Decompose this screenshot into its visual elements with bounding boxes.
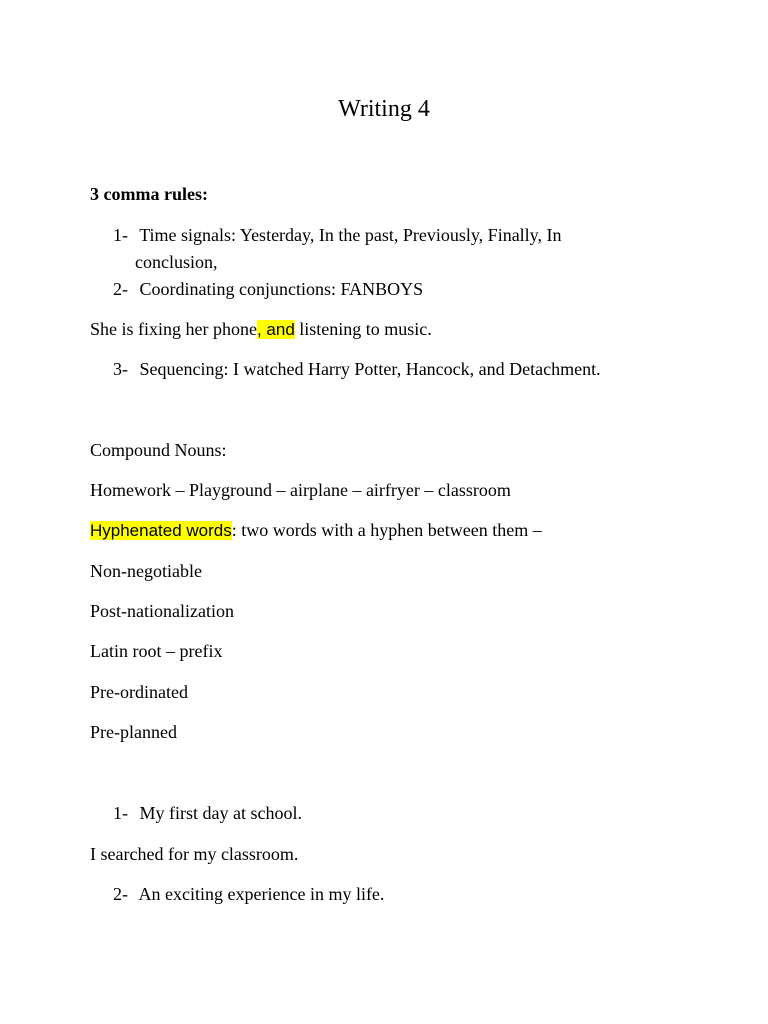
example-sentence bbox=[90, 318, 432, 341]
topic-2 bbox=[113, 883, 384, 905]
comma-rule-2 bbox=[113, 278, 423, 300]
hyphenated-word: Latin root – prefix bbox=[90, 641, 223, 661]
list-text: Coordinating conjunctions: FANBOYS bbox=[139, 279, 424, 299]
example-before: She is fixing her phone bbox=[90, 319, 257, 339]
comma-rules-heading: 3 comma rules: bbox=[90, 184, 208, 204]
topic-1 bbox=[113, 802, 302, 824]
list-text: An exciting experience in my life. bbox=[138, 884, 385, 904]
list-number: 2- bbox=[113, 279, 128, 299]
compound-nouns-examples: Homework – Playground – airplane – airfryer – classroom bbox=[90, 480, 511, 500]
hyphenated-definition bbox=[90, 519, 542, 542]
comma-rule-3 bbox=[113, 358, 601, 380]
topic-sentence: I searched for my classroom. bbox=[90, 844, 299, 864]
comma-rule-1 bbox=[113, 224, 562, 246]
list-text: Sequencing: I watched Harry Potter, Hancock, and Detachment. bbox=[139, 359, 601, 379]
hyphenated-word: Post-nationalization bbox=[90, 601, 234, 621]
definition-text: : two words with a hyphen between them – bbox=[231, 520, 542, 540]
hyphenated-word: Pre-planned bbox=[90, 722, 177, 742]
example-after: listening to music. bbox=[294, 319, 432, 339]
list-number: 2- bbox=[113, 884, 128, 904]
highlighted-term: Hyphenated words bbox=[90, 521, 232, 540]
list-text: Time signals: Yesterday, In the past, Previously, Finally, In bbox=[139, 225, 562, 245]
list-text: My first day at school. bbox=[139, 803, 302, 823]
list-number: 3- bbox=[113, 359, 128, 379]
comma-rule-1-continuation: conclusion, bbox=[135, 252, 218, 272]
hyphenated-word: Pre-ordinated bbox=[90, 682, 188, 702]
hyphenated-word: Non-negotiable bbox=[90, 561, 202, 581]
list-number: 1- bbox=[113, 803, 128, 823]
list-number: 1- bbox=[113, 225, 128, 245]
document-title: Writing 4 bbox=[338, 96, 430, 122]
highlighted-conjunction: , and bbox=[256, 320, 295, 339]
compound-nouns-heading: Compound Nouns: bbox=[90, 440, 227, 460]
